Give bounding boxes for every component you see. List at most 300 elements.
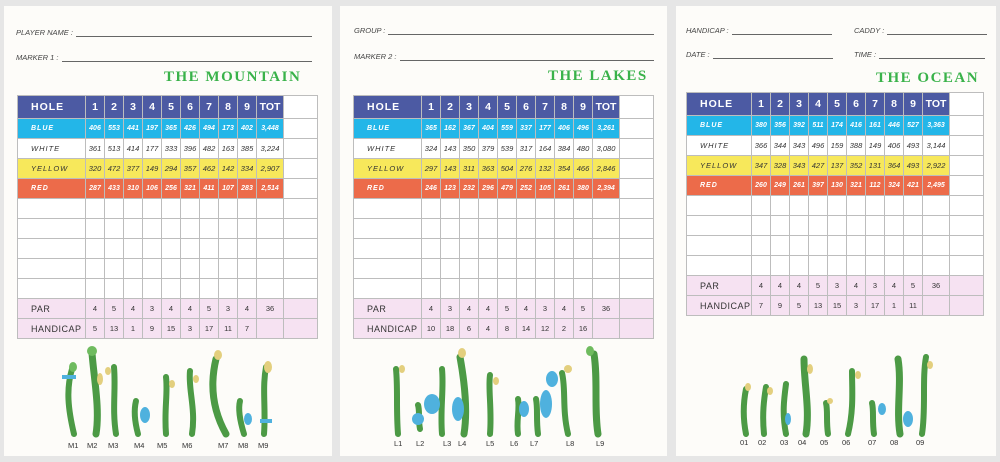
score-cell[interactable] xyxy=(790,256,809,276)
par-row xyxy=(687,276,984,296)
score-cell[interactable] xyxy=(143,259,162,279)
total-score-cell[interactable] xyxy=(923,196,950,216)
score-table xyxy=(353,95,654,339)
hole-label: 04 xyxy=(798,438,807,447)
yardage-cell: 421 xyxy=(904,176,923,196)
handicap-cell: 16 xyxy=(574,319,593,339)
hole-number: 2 xyxy=(771,93,790,116)
score-cell[interactable] xyxy=(238,279,257,299)
handicap-cell: 17 xyxy=(866,296,885,316)
handicap-cell: 17 xyxy=(200,319,219,339)
score-cell[interactable] xyxy=(574,219,593,239)
score-cell[interactable] xyxy=(950,93,984,116)
par-cell: 5 xyxy=(200,299,219,319)
score-cell[interactable] xyxy=(771,216,790,236)
score-cell[interactable] xyxy=(200,219,219,239)
total-score-cell[interactable] xyxy=(257,259,284,279)
score-cell[interactable] xyxy=(885,256,904,276)
yardage-cell: 137 xyxy=(828,156,847,176)
score-cell[interactable] xyxy=(219,219,238,239)
hole-number: 4 xyxy=(809,93,828,116)
score-cell[interactable] xyxy=(284,279,318,299)
score-cell[interactable] xyxy=(950,216,984,236)
hole-diagram-m6 xyxy=(190,371,199,434)
score-cell[interactable] xyxy=(143,239,162,259)
score-cell[interactable] xyxy=(460,259,479,279)
score-cell[interactable] xyxy=(620,96,654,119)
score-cell[interactable] xyxy=(950,156,984,176)
score-cell[interactable] xyxy=(143,219,162,239)
player-score-row xyxy=(18,239,318,259)
score-cell[interactable] xyxy=(422,279,441,299)
player-name-cell[interactable] xyxy=(354,199,422,219)
yardage-cell: 343 xyxy=(790,136,809,156)
score-cell[interactable] xyxy=(162,239,181,259)
handicap-cell: 15 xyxy=(162,319,181,339)
player-name-cell[interactable] xyxy=(18,199,86,219)
total-score-cell[interactable] xyxy=(257,279,284,299)
score-cell[interactable] xyxy=(904,216,923,236)
score-cell[interactable] xyxy=(498,279,517,299)
total-score-cell[interactable] xyxy=(257,219,284,239)
score-cell[interactable] xyxy=(441,279,460,299)
yardage-cell: 377 xyxy=(124,159,143,179)
score-cell[interactable] xyxy=(555,199,574,219)
score-cell[interactable] xyxy=(200,239,219,259)
score-cell[interactable] xyxy=(238,219,257,239)
score-cell[interactable] xyxy=(86,239,105,259)
player-name-cell[interactable] xyxy=(354,259,422,279)
score-cell[interactable] xyxy=(86,259,105,279)
score-cell[interactable] xyxy=(441,199,460,219)
total-score-cell[interactable] xyxy=(257,239,284,259)
player-name-cell[interactable] xyxy=(354,279,422,299)
yardage-total: 3,080 xyxy=(593,139,620,159)
score-cell[interactable] xyxy=(866,216,885,236)
yardage-cell: 496 xyxy=(809,136,828,156)
player-name-cell[interactable] xyxy=(687,256,752,276)
score-cell[interactable] xyxy=(422,259,441,279)
handicap-cell: 9 xyxy=(143,319,162,339)
score-cell[interactable] xyxy=(479,259,498,279)
yardage-cell: 252 xyxy=(517,179,536,199)
handicap-cell: 5 xyxy=(86,319,105,339)
player-name-cell[interactable] xyxy=(18,259,86,279)
hole-diagram-06 xyxy=(848,371,861,434)
score-cell[interactable] xyxy=(828,236,847,256)
score-cell[interactable] xyxy=(143,199,162,219)
hole-label: 06 xyxy=(842,438,851,447)
score-cell[interactable] xyxy=(950,236,984,256)
score-cell[interactable] xyxy=(904,196,923,216)
par-cell: 3 xyxy=(441,299,460,319)
hole-number: 1 xyxy=(86,96,105,119)
date-field[interactable] xyxy=(686,50,833,59)
yardage-cell: 174 xyxy=(828,116,847,136)
score-cell[interactable] xyxy=(828,196,847,216)
player-name-field[interactable] xyxy=(16,28,312,37)
score-cell[interactable] xyxy=(517,279,536,299)
score-cell[interactable] xyxy=(284,179,318,199)
total-score-cell[interactable] xyxy=(923,236,950,256)
score-cell[interactable] xyxy=(479,279,498,299)
score-cell[interactable] xyxy=(284,259,318,279)
score-cell[interactable] xyxy=(422,219,441,239)
score-cell[interactable] xyxy=(904,236,923,256)
handicap-cell: 1 xyxy=(885,296,904,316)
score-cell[interactable] xyxy=(847,236,866,256)
handicap-cell: 18 xyxy=(441,319,460,339)
total-score-cell[interactable] xyxy=(923,216,950,236)
score-cell[interactable] xyxy=(284,239,318,259)
yardage-cell: 297 xyxy=(422,159,441,179)
score-cell[interactable] xyxy=(460,279,479,299)
hole-number: 9 xyxy=(904,93,923,116)
score-cell[interactable] xyxy=(555,259,574,279)
score-cell[interactable] xyxy=(536,219,555,239)
total-score-cell[interactable] xyxy=(593,239,620,259)
handicap-total xyxy=(257,319,284,339)
hole-label: M7 xyxy=(218,441,229,450)
total-score-cell[interactable] xyxy=(257,199,284,219)
score-cell[interactable] xyxy=(517,199,536,219)
yardage-cell: 324 xyxy=(885,176,904,196)
yardage-cell: 287 xyxy=(86,179,105,199)
player-score-row xyxy=(354,259,654,279)
score-cell[interactable] xyxy=(162,279,181,299)
score-cell[interactable] xyxy=(620,299,654,319)
score-cell[interactable] xyxy=(200,199,219,219)
handicap-cell: 12 xyxy=(536,319,555,339)
score-cell[interactable] xyxy=(866,236,885,256)
player-score-row xyxy=(354,199,654,219)
yardage-cell: 365 xyxy=(422,119,441,139)
par-cell: 4 xyxy=(790,276,809,296)
yardage-cell: 276 xyxy=(517,159,536,179)
score-cell[interactable] xyxy=(86,199,105,219)
total-score-cell[interactable] xyxy=(593,279,620,299)
score-cell[interactable] xyxy=(620,219,654,239)
score-cell[interactable] xyxy=(479,219,498,239)
score-cell[interactable] xyxy=(885,236,904,256)
yardage-cell: 397 xyxy=(809,176,828,196)
score-cell[interactable] xyxy=(498,199,517,219)
score-cell[interactable] xyxy=(866,196,885,216)
score-cell[interactable] xyxy=(828,216,847,236)
score-cell[interactable] xyxy=(771,256,790,276)
score-cell[interactable] xyxy=(555,239,574,259)
hole-diagram-l2 xyxy=(412,405,424,429)
player-name-cell[interactable] xyxy=(687,236,752,256)
score-cell[interactable] xyxy=(885,216,904,236)
hole-diagram-m8 xyxy=(239,401,252,434)
score-cell[interactable] xyxy=(284,199,318,219)
score-cell[interactable] xyxy=(181,259,200,279)
par-cell: 5 xyxy=(498,299,517,319)
handicap-cell: 13 xyxy=(105,319,124,339)
par-total: 36 xyxy=(593,299,620,319)
yardage-cell: 334 xyxy=(238,159,257,179)
score-cell[interactable] xyxy=(847,196,866,216)
yardage-total: 3,224 xyxy=(257,139,284,159)
score-cell[interactable] xyxy=(460,239,479,259)
yardage-cell: 347 xyxy=(752,156,771,176)
yardage-cell: 496 xyxy=(574,119,593,139)
hole-label: 05 xyxy=(820,438,829,447)
score-cell[interactable] xyxy=(200,259,219,279)
hole-diagram-04 xyxy=(804,359,813,434)
score-cell[interactable] xyxy=(950,256,984,276)
yardage-cell: 363 xyxy=(479,159,498,179)
tee-row-red xyxy=(18,179,318,199)
score-cell[interactable] xyxy=(441,219,460,239)
score-cell[interactable] xyxy=(105,259,124,279)
yardage-cell: 321 xyxy=(847,176,866,196)
score-cell[interactable] xyxy=(536,279,555,299)
score-cell[interactable] xyxy=(124,279,143,299)
par-cell: 3 xyxy=(219,299,238,319)
handicap-cell: 4 xyxy=(479,319,498,339)
score-cell[interactable] xyxy=(809,216,828,236)
score-cell[interactable] xyxy=(498,239,517,259)
score-cell[interactable] xyxy=(828,256,847,276)
score-cell[interactable] xyxy=(771,196,790,216)
score-cell[interactable] xyxy=(555,279,574,299)
hole-layouts xyxy=(340,339,667,449)
score-cell[interactable] xyxy=(181,219,200,239)
score-cell[interactable] xyxy=(124,219,143,239)
score-cell[interactable] xyxy=(105,199,124,219)
score-cell[interactable] xyxy=(620,119,654,139)
score-cell[interactable] xyxy=(479,239,498,259)
score-cell[interactable] xyxy=(284,219,318,239)
score-cell[interactable] xyxy=(219,259,238,279)
group-field[interactable] xyxy=(354,26,654,35)
yardage-cell: 426 xyxy=(181,119,200,139)
score-cell[interactable] xyxy=(620,259,654,279)
yardage-cell: 559 xyxy=(498,119,517,139)
score-cell[interactable] xyxy=(479,199,498,219)
marker-1-field[interactable] xyxy=(16,53,312,62)
score-cell[interactable] xyxy=(950,276,984,296)
score-cell[interactable] xyxy=(181,239,200,259)
score-cell[interactable] xyxy=(124,239,143,259)
score-cell[interactable] xyxy=(885,196,904,216)
score-cell[interactable] xyxy=(441,259,460,279)
field-label: MARKER 2 : xyxy=(354,52,397,61)
player-name-cell[interactable] xyxy=(18,239,86,259)
score-cell[interactable] xyxy=(620,239,654,259)
player-name-cell[interactable] xyxy=(687,196,752,216)
total-score-cell[interactable] xyxy=(923,256,950,276)
score-cell[interactable] xyxy=(517,219,536,239)
player-score-row xyxy=(354,239,654,259)
caddy-field[interactable] xyxy=(854,26,987,35)
field-label: TIME : xyxy=(854,50,877,59)
player-name-cell[interactable] xyxy=(18,219,86,239)
score-cell[interactable] xyxy=(950,196,984,216)
course-name: THE LAKES xyxy=(548,68,648,84)
score-cell[interactable] xyxy=(284,159,318,179)
score-cell[interactable] xyxy=(866,256,885,276)
score-cell[interactable] xyxy=(904,256,923,276)
score-cell[interactable] xyxy=(620,279,654,299)
score-cell[interactable] xyxy=(441,239,460,259)
hole-label: 03 xyxy=(780,438,789,447)
scorecard-mountain xyxy=(4,6,332,456)
player-name-cell[interactable] xyxy=(354,219,422,239)
score-cell[interactable] xyxy=(620,319,654,339)
score-cell[interactable] xyxy=(752,236,771,256)
handicap-row xyxy=(354,319,654,339)
score-cell[interactable] xyxy=(517,239,536,259)
score-cell[interactable] xyxy=(219,239,238,259)
player-name-cell[interactable] xyxy=(18,279,86,299)
handicap-field[interactable] xyxy=(686,26,832,35)
score-cell[interactable] xyxy=(790,216,809,236)
score-cell[interactable] xyxy=(219,199,238,219)
score-cell[interactable] xyxy=(950,296,984,316)
score-cell[interactable] xyxy=(555,219,574,239)
tee-label: YELLOW xyxy=(18,159,86,179)
score-cell[interactable] xyxy=(238,199,257,219)
score-cell[interactable] xyxy=(790,236,809,256)
score-cell[interactable] xyxy=(752,196,771,216)
score-cell[interactable] xyxy=(105,219,124,239)
score-cell[interactable] xyxy=(238,259,257,279)
yardage-cell: 380 xyxy=(574,179,593,199)
par-row xyxy=(18,299,318,319)
player-name-cell[interactable] xyxy=(354,239,422,259)
total-score-cell[interactable] xyxy=(593,219,620,239)
yardage-cell: 553 xyxy=(105,119,124,139)
score-cell[interactable] xyxy=(752,216,771,236)
time-field[interactable] xyxy=(854,50,985,59)
score-cell[interactable] xyxy=(517,259,536,279)
yardage-cell: 324 xyxy=(422,139,441,159)
score-cell[interactable] xyxy=(574,199,593,219)
yardage-cell: 232 xyxy=(460,179,479,199)
total-score-cell[interactable] xyxy=(593,259,620,279)
score-cell[interactable] xyxy=(284,119,318,139)
tee-label: WHITE xyxy=(687,136,752,156)
yardage-cell: 320 xyxy=(86,159,105,179)
hole-number: 7 xyxy=(866,93,885,116)
score-cell[interactable] xyxy=(284,139,318,159)
score-cell[interactable] xyxy=(162,259,181,279)
score-cell[interactable] xyxy=(536,199,555,219)
score-cell[interactable] xyxy=(620,179,654,199)
score-cell[interactable] xyxy=(143,279,162,299)
hole-label: M5 xyxy=(157,441,168,450)
score-cell[interactable] xyxy=(284,319,318,339)
score-cell[interactable] xyxy=(752,256,771,276)
score-cell[interactable] xyxy=(162,219,181,239)
yardage-cell: 310 xyxy=(124,179,143,199)
score-cell[interactable] xyxy=(124,259,143,279)
score-cell[interactable] xyxy=(200,279,219,299)
score-cell[interactable] xyxy=(620,159,654,179)
score-cell[interactable] xyxy=(950,136,984,156)
player-score-row xyxy=(18,219,318,239)
score-cell[interactable] xyxy=(950,116,984,136)
score-cell[interactable] xyxy=(574,239,593,259)
score-cell[interactable] xyxy=(498,259,517,279)
tee-label: YELLOW xyxy=(687,156,752,176)
handicap-row xyxy=(18,319,318,339)
score-cell[interactable] xyxy=(460,219,479,239)
yardage-cell: 131 xyxy=(866,156,885,176)
score-cell[interactable] xyxy=(422,239,441,259)
hole-diagram-l7 xyxy=(536,390,552,434)
hole-label: M8 xyxy=(238,441,249,450)
score-cell[interactable] xyxy=(809,256,828,276)
hole-label: L2 xyxy=(416,439,425,448)
marker-2-field[interactable] xyxy=(354,52,654,61)
course-name: THE MOUNTAIN xyxy=(164,69,302,85)
score-cell[interactable] xyxy=(105,239,124,259)
score-cell[interactable] xyxy=(771,236,790,256)
score-cell[interactable] xyxy=(620,139,654,159)
score-cell[interactable] xyxy=(620,199,654,219)
yardage-cell: 261 xyxy=(790,176,809,196)
score-cell[interactable] xyxy=(809,196,828,216)
score-cell[interactable] xyxy=(86,279,105,299)
score-cell[interactable] xyxy=(219,279,238,299)
par-cell: 3 xyxy=(536,299,555,319)
par-cell: 4 xyxy=(422,299,441,319)
score-cell[interactable] xyxy=(238,239,257,259)
score-cell[interactable] xyxy=(124,199,143,219)
score-cell[interactable] xyxy=(162,199,181,219)
hole-number: 5 xyxy=(828,93,847,116)
yardage-cell: 406 xyxy=(555,119,574,139)
hole-diagram-07 xyxy=(872,403,886,434)
score-cell[interactable] xyxy=(105,279,124,299)
score-cell[interactable] xyxy=(284,299,318,319)
score-cell[interactable] xyxy=(847,216,866,236)
score-cell[interactable] xyxy=(574,259,593,279)
score-cell[interactable] xyxy=(86,219,105,239)
score-cell[interactable] xyxy=(284,96,318,119)
score-cell[interactable] xyxy=(422,199,441,219)
score-cell[interactable] xyxy=(536,239,555,259)
player-name-cell[interactable] xyxy=(687,216,752,236)
score-cell[interactable] xyxy=(181,279,200,299)
score-cell[interactable] xyxy=(460,199,479,219)
hole-number: 1 xyxy=(422,96,441,119)
yardage-cell: 161 xyxy=(866,116,885,136)
score-cell[interactable] xyxy=(950,176,984,196)
yardage-cell: 283 xyxy=(238,179,257,199)
tee-label: WHITE xyxy=(354,139,422,159)
handicap-cell: 14 xyxy=(517,319,536,339)
score-cell[interactable] xyxy=(536,259,555,279)
hole-label: M6 xyxy=(182,441,193,450)
par-total: 36 xyxy=(923,276,950,296)
score-cell[interactable] xyxy=(790,196,809,216)
score-cell[interactable] xyxy=(809,236,828,256)
score-cell[interactable] xyxy=(181,199,200,219)
score-cell[interactable] xyxy=(847,256,866,276)
yardage-total: 2,907 xyxy=(257,159,284,179)
yardage-cell: 260 xyxy=(752,176,771,196)
score-cell[interactable] xyxy=(498,219,517,239)
total-score-cell[interactable] xyxy=(593,199,620,219)
yardage-cell: 472 xyxy=(105,159,124,179)
score-cell[interactable] xyxy=(574,279,593,299)
yardage-cell: 527 xyxy=(904,116,923,136)
